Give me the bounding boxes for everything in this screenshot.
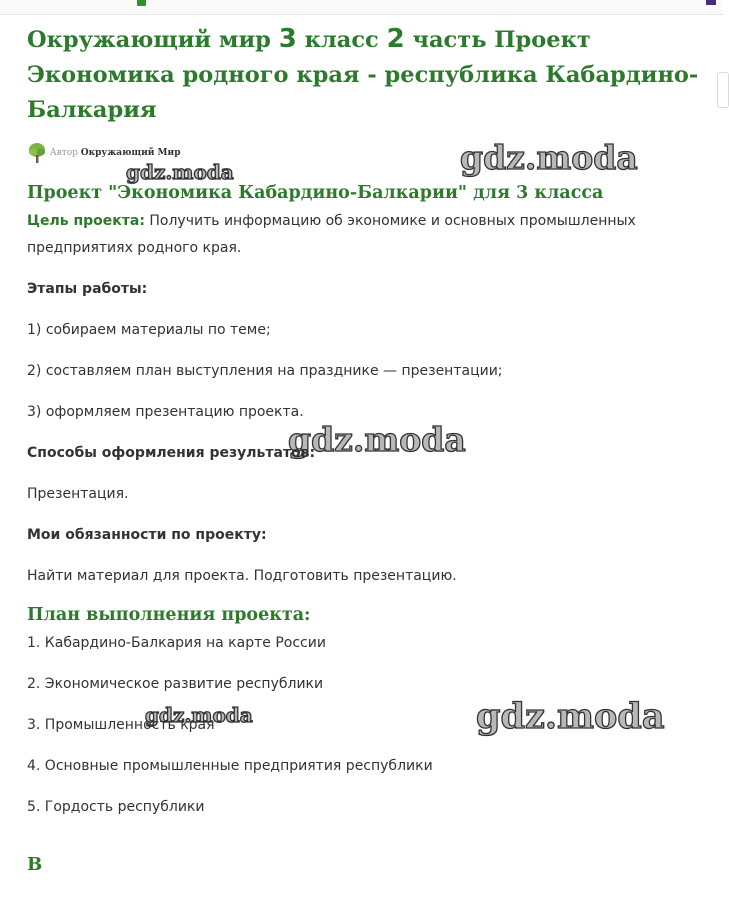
stage-item: 2) составляем план выступления на празднике — презентации; [27, 363, 503, 379]
section-heading-project: Проект "Экономика Кабардино-Балкарии" для 3 класса [27, 183, 604, 203]
title-part-1: Окружающий мир [27, 27, 279, 53]
next-section-heading: В [27, 854, 43, 875]
stage-item: 3) оформляем презентацию проекта. [27, 404, 304, 420]
goal-paragraph [27, 208, 697, 262]
watermark: gdz.moda [476, 696, 665, 737]
title-part-3: часть Проект Экономика родного края - республика Кабардино-Балкария [27, 27, 699, 123]
next-section-heading-cut [27, 854, 57, 875]
page-title [27, 22, 707, 128]
methods-label: Способы оформления результатов: [27, 445, 316, 461]
methods-text: Презентация. [27, 486, 129, 502]
author-prefix: Автор [49, 148, 78, 158]
plan-item: 1. Кабардино-Балкария на карте России [27, 635, 326, 651]
plan-item: 4. Основные промышленные предприятия республики [27, 758, 433, 774]
goal-label: Цель проекта: [27, 213, 145, 229]
plan-item: 5. Гордость республики [27, 799, 205, 815]
title-part-number: 2 [386, 24, 405, 54]
watermark: gdz.moda [145, 703, 253, 727]
side-widget[interactable] [717, 72, 729, 108]
browser-toolbar-strip [0, 0, 723, 15]
section-heading-plan: План выполнения проекта: [27, 605, 311, 625]
watermark: gdz.moda [460, 138, 638, 177]
extension-icon[interactable] [706, 0, 716, 5]
watermark: gdz.moda [288, 420, 466, 459]
title-part-2: класс [296, 27, 387, 53]
duties-text: Найти материал для проекта. Подготовить презентацию. [27, 568, 457, 584]
plan-item: 2. Экономическое развитие республики [27, 676, 324, 692]
author-name[interactable]: Окружающий Мир [80, 148, 181, 158]
tree-icon [27, 142, 47, 164]
bookmark-icon[interactable] [137, 0, 146, 6]
plan-item: 3. Промышленность края [27, 717, 215, 733]
article-body [27, 178, 697, 821]
title-grade-number: 3 [278, 24, 297, 54]
stage-item: 1) собираем материалы по теме; [27, 322, 271, 338]
watermark: gdz.moda [126, 160, 234, 184]
duties-label: Мои обязанности по проекту: [27, 527, 267, 543]
stages-label: Этапы работы: [27, 281, 148, 297]
goal-text: Получить информацию об экономике и основных промышленных предприятиях родного края. [27, 213, 636, 256]
